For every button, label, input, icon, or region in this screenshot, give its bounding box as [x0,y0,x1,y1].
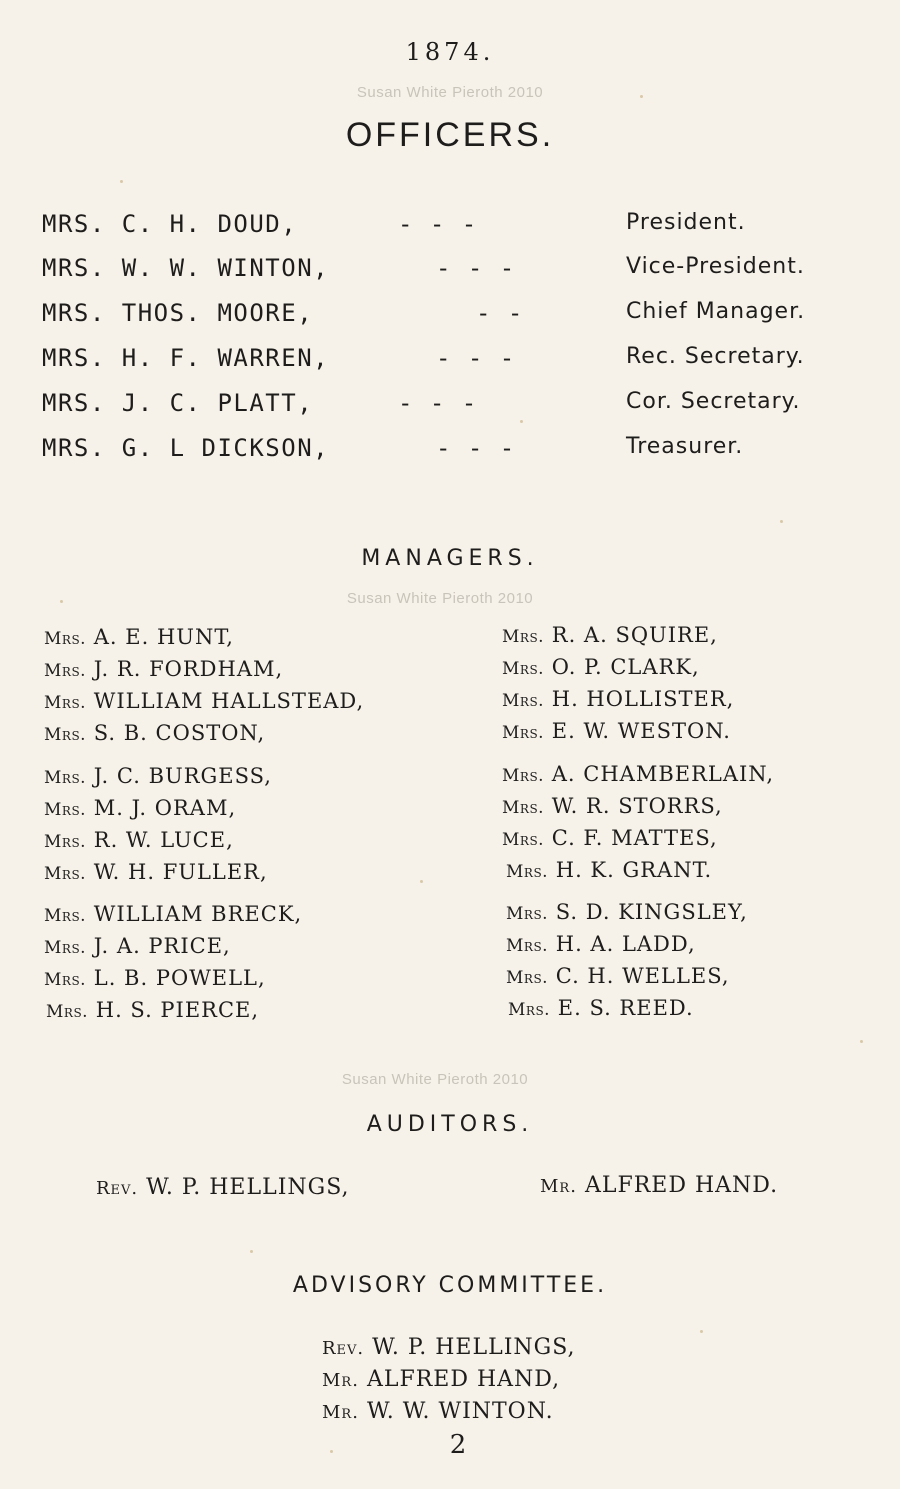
honorific: Mrs. [44,800,87,820]
manager-entry [44,657,283,681]
honorific: Mrs. [502,723,545,743]
officer-name: MRS. H. F. WARREN, [42,344,330,372]
manager-name: R. A. SQUIRE, [551,623,718,647]
officer-role: President. [626,210,746,235]
manager-name: H. A. LADD, [555,932,696,956]
officer-row [42,344,874,384]
honorific: Mrs. [44,725,87,745]
manager-entry [44,934,231,958]
manager-name: H. HOLLISTER, [551,687,735,711]
leader-dashes: - - - [436,344,516,372]
honorific: Mrs. [506,904,549,924]
leader-dashes: - - - [436,254,516,282]
officer-role: Vice-President. [626,254,805,279]
honorific: Mr. [322,1402,359,1423]
manager-name: C. H. WELLES, [555,964,730,988]
honorific: Mrs. [46,1002,89,1022]
manager-entry [506,932,696,956]
manager-name: E. W. WESTON. [551,719,731,743]
manager-entry [502,655,700,679]
auditors-heading: AUDITORS. [366,1112,534,1137]
manager-name: J. R. FORDHAM, [93,657,284,681]
member-name: ALFRED HAND, [366,1367,561,1392]
honorific: Mrs. [44,938,87,958]
officer-name: MRS. THOS. MOORE, [42,299,314,327]
honorific: Mrs. [502,627,545,647]
watermark-top: Susan White Pieroth 2010 [356,84,544,101]
manager-entry [44,796,236,820]
manager-entry [506,964,730,988]
honorific: Mrs. [44,864,87,884]
committee-member [322,1399,554,1424]
manager-name: J. A. PRICE, [93,934,231,958]
manager-entry [502,719,731,743]
manager-name: E. S. REED. [557,996,694,1020]
manager-name: C. F. MATTES, [551,826,718,850]
manager-entry [502,687,734,711]
honorific: Mrs. [508,1000,551,1020]
managers-heading: MANAGERS. [361,546,539,571]
auditor-name: ALFRED HAND. [584,1173,779,1198]
manager-name: W. R. STORRS, [551,794,723,818]
honorific: Mrs. [44,906,87,926]
manager-name: WILLIAM BRECK, [93,902,303,926]
officer-role: Treasurer. [626,434,744,459]
honorific: Mrs. [44,693,87,713]
page-number: 2 [449,1430,467,1460]
honorific: Mrs. [506,862,549,882]
leader-dashes: - - - [398,210,478,238]
auditor-entry [96,1175,350,1200]
honorific: Mrs. [506,936,549,956]
honorific: Rev. [322,1338,365,1359]
watermark-middle: Susan White Pieroth 2010 [346,590,534,607]
manager-name: O. P. CLARK, [551,655,700,679]
officer-row [42,299,874,339]
officer-name: MRS. W. W. WINTON, [42,254,330,282]
honorific: Mrs. [44,768,87,788]
manager-entry [502,762,774,786]
manager-entry [502,623,718,647]
manager-name: A. CHAMBERLAIN, [551,762,775,786]
manager-entry [44,902,302,926]
honorific: Mrs. [44,832,87,852]
leader-dashes: - - - [436,434,516,462]
honorific: Mr. [540,1176,577,1197]
officers-heading: OFFICERS. [345,116,555,154]
honorific: Mrs. [44,661,87,681]
manager-entry [506,858,712,882]
honorific: Mrs. [44,629,87,649]
officer-row [42,434,874,474]
manager-entry [46,998,259,1022]
manager-entry [44,764,272,788]
manager-entry [44,721,265,745]
manager-entry [502,794,723,818]
officer-row [42,254,874,294]
honorific: Mrs. [44,970,87,990]
committee-member [322,1335,576,1360]
manager-entry [502,826,718,850]
officer-role: Chief Manager. [626,299,806,324]
manager-entry [44,966,266,990]
manager-name: A. E. HUNT, [93,625,234,649]
watermark-bottom: Susan White Pieroth 2010 [341,1071,529,1088]
officer-role: Rec. Secretary. [626,344,805,369]
manager-entry [44,828,234,852]
member-name: W. P. HELLINGS, [372,1335,576,1360]
manager-entry [44,860,268,884]
manager-entry [44,625,234,649]
honorific: Mrs. [502,830,545,850]
committee-member [322,1367,560,1392]
manager-name: J. C. BURGESS, [93,764,272,788]
officer-row [42,210,874,250]
honorific: Mrs. [502,766,545,786]
honorific: Rev. [96,1178,139,1199]
officer-role: Cor. Secretary. [626,389,801,414]
honorific: Mrs. [506,968,549,988]
manager-name: S. B. COSTON, [93,721,266,745]
member-name: W. W. WINTON. [366,1399,554,1424]
manager-name: H. S. PIERCE, [95,998,260,1022]
honorific: Mrs. [502,798,545,818]
officer-name: MRS. J. C. PLATT, [42,389,314,417]
officer-row [42,389,874,429]
manager-name: R. W. LUCE, [93,828,234,852]
honorific: Mrs. [502,691,545,711]
officer-name: MRS. G. L DICKSON, [42,434,330,462]
advisory-committee-heading: ADVISORY COMMITTEE. [292,1273,608,1298]
honorific: Mr. [322,1370,359,1391]
manager-name: S. D. KINGSLEY, [555,900,748,924]
auditor-name: W. P. HELLINGS, [146,1175,350,1200]
manager-name: WILLIAM HALLSTEAD, [93,689,365,713]
manager-entry [44,689,364,713]
manager-name: H. K. GRANT. [555,858,713,882]
manager-entry [508,996,694,1020]
manager-name: W. H. FULLER, [93,860,268,884]
manager-name: L. B. POWELL, [93,966,266,990]
honorific: Mrs. [502,659,545,679]
leader-dashes: - - [476,299,524,327]
leader-dashes: - - - [398,389,478,417]
auditor-entry [540,1173,778,1198]
manager-entry [506,900,748,924]
officer-name: MRS. C. H. DOUD, [42,210,298,238]
report-year: 1874. [405,38,495,66]
manager-name: M. J. ORAM, [93,796,237,820]
